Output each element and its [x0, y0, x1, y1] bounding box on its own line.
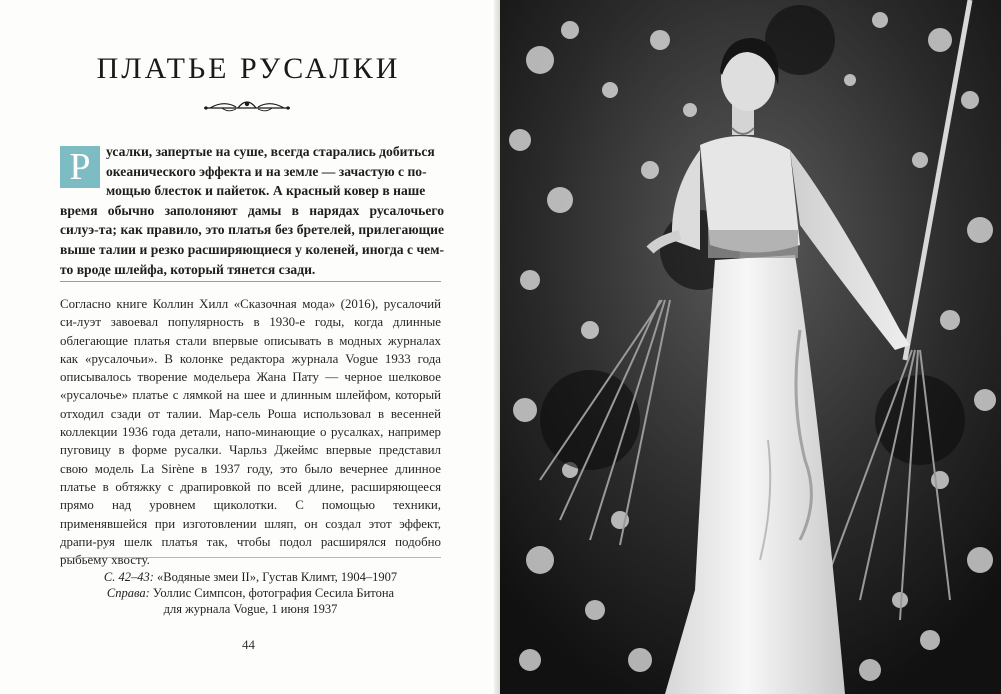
- image-caption: [60, 569, 441, 617]
- caption-label-2: Справа:: [106, 586, 150, 600]
- lead-line-1: усалки, запертые на суше, всегда старались добиться: [106, 144, 435, 159]
- caption-text-1: «Водяные змеи II», Густав Климт, 1904–1907: [156, 570, 398, 584]
- ornament-flourish: [202, 97, 292, 115]
- lead-paragraph: [60, 142, 444, 279]
- lead-line-2: океанического эффекта и на земле — зачастую с по-: [106, 163, 427, 179]
- chapter-title: ПЛАТЬЕ РУСАЛКИ: [96, 52, 401, 85]
- drop-cap: Р: [60, 146, 100, 188]
- right-page: [500, 0, 1001, 694]
- caption-text-2: Уоллис Симпсон, фотография Сесила Битона: [152, 586, 395, 600]
- body-paragraph: Согласно книге Коллин Хилл «Сказочная мода» (2016), русалочий си-луэт завоевал популярность в 1930-е годы, когда длинные облегающие платья стали впервые описывать в модных журналах как «русалочьи». В колонке редактора журнала Vogue 1933 года описывалось творение модельера Жана Пату — черное шелковое «русалочье» платье с лямкой на шее и длинным шлейфом, который отходил сзади от талии. Мар-сель Роша использовал в весенней коллекции 1936 года детали, напо-минающие о русалках, например пуговицу в форме русалки. Чарльз Джеймс впервые представил свою модель La Sirène в 1937 году, это было вечернее длинное платье в обтяжку с драпировкой по всей длине, расширяющееся прямо над уровнем щиколотки. С помощью техники, применявшейся при изготовлении шляп, он создал этот эффект, драпи-руя шелк платья так, чтобы подол расширялся подобно рыбьему хвосту.: [60, 297, 441, 568]
- page-number: 44: [242, 637, 255, 652]
- lead-rest: время обычно заполоняют дамы в нарядах русалочьего силуэ-та; как правило, это платья без бретелей, прилегающие выше талии и резко расширяющиеся у коленей, иногда с чем-то вроде шлейфа, который тянется сзади.: [60, 202, 444, 277]
- left-page: [0, 0, 497, 694]
- caption-label-1: С. 42–43:: [103, 570, 154, 584]
- section-divider: [60, 281, 441, 282]
- caption-divider: [60, 557, 441, 558]
- lead-line-3: мощью блесток и пайеток. А красный ковер в наше: [106, 183, 426, 199]
- body-text: [60, 295, 441, 569]
- photo-woman-in-white-gown: [500, 0, 1001, 694]
- caption-text-3: для журнала Vogue, 1 июня 1937: [163, 602, 338, 616]
